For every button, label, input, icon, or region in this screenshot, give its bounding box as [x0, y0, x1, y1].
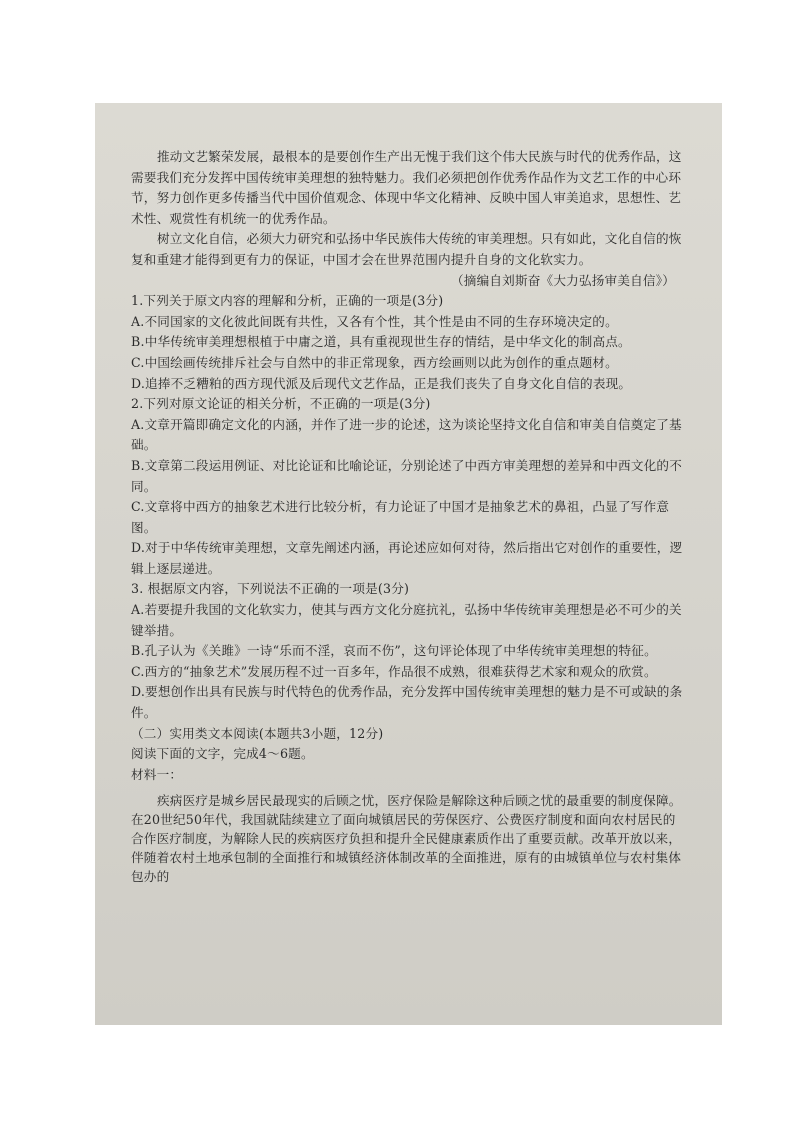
question-1-option-b: B.中华传统审美理想根植于中庸之道，具有重视现世生存的情结，是中华文化的制高点。 — [131, 334, 631, 350]
question-1-option-c: C.中国绘画传统排斥社会与自然中的非正常现象，西方绘画则以此为创作的重点题材。 — [131, 354, 618, 370]
question-2-option-d: D.对于中华传统审美理想，文章先阐述内涵，再论述应如何对待，然后指出它对创作的重要性，逻辑上逐层递进。 — [131, 540, 683, 576]
question-1-option-d: D.追捧不乏糟粕的西方现代派及后现代文艺作品，正是我们丧失了自身文化自信的表现。 — [131, 375, 632, 391]
question-1-stem: 1.下列关于原文内容的理解和分析，正确的一项是(3分) — [131, 293, 444, 309]
section-instruction: 阅读下面的文字，完成4～6题。 — [131, 746, 314, 762]
passage-paragraph-2: 树立文化自信，必须大力研究和弘扬中华民族伟大传统的审美理想。只有如此，文化自信的恢复和重建才能得到更有力的保证，中国才会在世界范围内提升自身的文化软实力。 — [131, 231, 682, 267]
passage-paragraph-1: 推动文艺繁荣发展，最根本的是要创作生产出无愧于我们这个伟大民族与时代的优秀作品，这需要我们充分发挥中国传统审美理想的独特魅力。我们必须把创作优秀作品作为文艺工作的中心环节，努力创作更多传播当代中国价值观念、体现中华文化精神、反映中国人审美追求，思想性、艺术性、观赏性有机统一的优秀作品。 — [131, 149, 682, 226]
scanned-page-photo — [95, 103, 722, 1025]
question-3-option-a: A.若要提升我国的文化软实力，使其与西方文化分庭抗礼，弘扬中华传统审美理想是必不可少的关键举措。 — [131, 602, 682, 638]
question-2-stem: 2.下列对原文论证的相关分析，不正确的一项是(3分) — [131, 396, 431, 412]
question-1-option-a: A.不同国家的文化彼此间既有共性，又各有个性，其个性是由不同的生存环境决定的。 — [131, 313, 618, 329]
question-3-option-d: D.要想创作出具有民族与时代特色的优秀作品，充分发挥中国传统审美理想的魅力是不可或缺的条件。 — [131, 684, 683, 721]
question-3-option-b: B.孔子认为《关雎》一诗“乐而不淫，哀而不伤”，这句评论体现了中华传统审美理想的特征。 — [131, 643, 657, 659]
section-title: （二）实用类文本阅读(本题共3小题，12分) — [131, 725, 384, 741]
question-2-option-c: C.文章将中西方的抽象艺术进行比较分析，有力论证了中国才是抽象艺术的鼻祖，凸显了写作意图。 — [131, 499, 670, 535]
material-label: 材料一： — [131, 766, 183, 782]
question-3-option-c: C.西方的“抽象艺术”发展历程不过一百多年，作品很不成熟，很难获得艺术家和观众的欣赏。 — [131, 663, 657, 679]
exam-text-block — [131, 147, 683, 886]
question-2-option-b: B.文章第二段运用例证、对比论证和比喻论证，分别论述了中西方审美理想的差异和中西文化的不同。 — [131, 457, 682, 494]
question-2-option-a: A.文章开篇即确定文化的内涵，并作了进一步的论述，这为谈论坚持文化自信和审美自信奠定了基础。 — [131, 416, 682, 453]
passage-source: （摘编自刘斯奋《大力弘扬审美自信》） — [451, 272, 675, 288]
material-paragraph: 疾病医疗是城乡居民最现实的后顾之忧，医疗保险是解除这种后顾之忧的最重要的制度保障。在20世纪50年代，我国就陆续建立了面向城镇居民的劳保医疗、公费医疗制度和面向农村居民的合作医疗制度，为解除人民的疾病医疗负担和提升全民健康素质作出了重要贡献。改革开放以来，伴随着农村土地承包制的全面推行和城镇经济体制改革的全面推进，原有的由城镇单位与农村集体包办的 — [131, 793, 682, 885]
question-3-stem: 3. 根据原文内容，下列说法不正确的一项是(3分) — [131, 581, 410, 597]
